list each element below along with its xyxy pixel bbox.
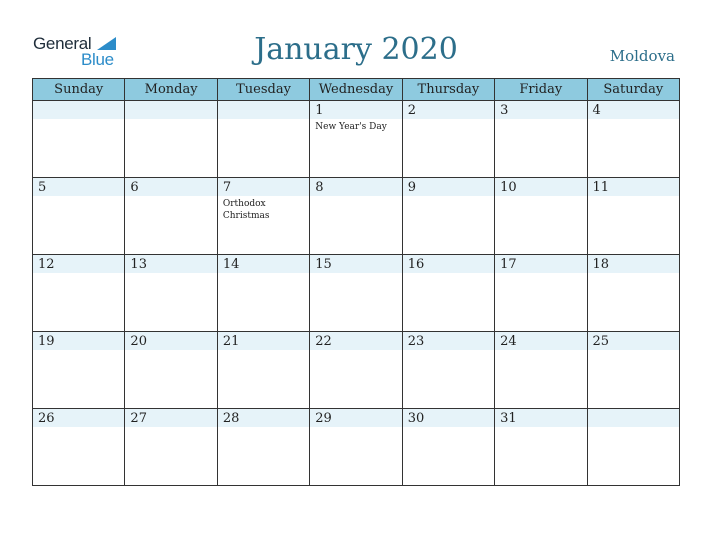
logo-text-blue: Blue <box>81 50 114 69</box>
holiday-label <box>33 102 124 104</box>
holiday-label <box>218 350 309 352</box>
day-number: 12 <box>38 257 55 272</box>
day-cell <box>125 178 217 255</box>
holiday-label <box>33 273 124 275</box>
holiday-label <box>218 427 309 429</box>
day-number: 17 <box>500 257 517 272</box>
day-cell <box>125 332 217 409</box>
day-number: 23 <box>407 334 425 349</box>
day-cell <box>587 409 679 486</box>
day-cell <box>402 178 494 255</box>
day-cell <box>587 332 679 409</box>
holiday-label <box>588 196 679 198</box>
weekday-header-row <box>33 79 680 101</box>
holiday-label <box>588 119 679 121</box>
holiday-label <box>310 427 401 429</box>
logo-text-general: General <box>33 34 92 53</box>
day-number: 20 <box>130 334 147 349</box>
day-cell <box>125 409 217 486</box>
day-cell <box>495 101 587 178</box>
day-number: 3 <box>500 103 509 118</box>
day-number: 7 <box>222 180 232 195</box>
weekday-header: Tuesday <box>217 79 309 101</box>
day-number: 10 <box>500 180 517 195</box>
day-number: 16 <box>407 257 425 272</box>
holiday-label <box>125 273 216 275</box>
holiday-label <box>495 427 586 429</box>
day-cell <box>33 101 125 178</box>
holiday-label <box>495 196 586 198</box>
day-cell <box>310 101 402 178</box>
calendar-week-row <box>33 255 680 332</box>
calendar-title: January 2020 <box>254 32 458 67</box>
day-number: 2 <box>407 103 416 118</box>
holiday-label: New Year's Day <box>315 122 387 132</box>
day-number: 9 <box>407 180 416 195</box>
holiday-label <box>125 427 216 429</box>
day-cell <box>402 255 494 332</box>
calendar-grid <box>32 78 680 486</box>
holiday-label <box>125 350 216 352</box>
day-cell <box>402 101 494 178</box>
day-number: 29 <box>315 411 332 426</box>
day-number: 14 <box>222 257 240 272</box>
day-cell <box>587 178 679 255</box>
country-label: Moldova <box>609 47 675 65</box>
holiday-label <box>310 350 401 352</box>
weekday-header: Sunday <box>33 79 125 101</box>
calendar-week-row <box>33 178 680 255</box>
holiday-label <box>33 427 124 429</box>
day-number: 13 <box>130 257 147 272</box>
day-number: 19 <box>38 334 55 349</box>
day-number: 5 <box>38 180 47 195</box>
day-number: 1 <box>315 103 324 118</box>
day-number: 4 <box>592 103 601 118</box>
day-cell <box>33 332 125 409</box>
holiday-label <box>588 273 679 275</box>
holiday-label <box>125 196 216 198</box>
day-cell <box>402 409 494 486</box>
holiday-label <box>495 350 586 352</box>
day-cell <box>587 101 679 178</box>
holiday-label <box>495 273 586 275</box>
day-number: 8 <box>315 180 324 195</box>
day-cell <box>495 178 587 255</box>
holiday-label <box>33 350 124 352</box>
day-cell <box>217 178 309 255</box>
day-number: 22 <box>315 334 332 349</box>
day-cell <box>217 409 309 486</box>
day-cell <box>587 255 679 332</box>
holiday-label <box>403 119 494 121</box>
holiday-label <box>403 350 494 352</box>
calendar-week-row <box>33 332 680 409</box>
holiday-label <box>310 273 401 275</box>
holiday-label <box>310 196 401 198</box>
day-cell <box>217 332 309 409</box>
calendar-week-row <box>33 101 680 178</box>
day-number: 30 <box>407 411 425 426</box>
holiday-label <box>33 196 124 198</box>
holiday-label <box>218 102 309 104</box>
day-cell <box>310 409 402 486</box>
day-cell <box>310 332 402 409</box>
day-cell <box>217 101 309 178</box>
holiday-label <box>495 119 586 121</box>
weekday-header: Friday <box>495 79 587 101</box>
day-cell <box>125 255 217 332</box>
holiday-label <box>403 427 494 429</box>
day-cell <box>33 409 125 486</box>
holiday-label <box>218 273 309 275</box>
day-cell <box>402 332 494 409</box>
day-number: 11 <box>592 180 610 195</box>
day-cell <box>33 178 125 255</box>
day-cell <box>33 255 125 332</box>
holiday-label <box>125 102 216 104</box>
day-cell <box>125 101 217 178</box>
day-number: 18 <box>592 257 610 272</box>
day-number: 6 <box>130 180 139 195</box>
day-number: 28 <box>222 411 240 426</box>
day-number: 25 <box>592 334 610 349</box>
calendar-week-row <box>33 409 680 486</box>
day-cell <box>310 178 402 255</box>
holiday-label <box>403 196 494 198</box>
holiday-label <box>403 273 494 275</box>
holiday-label: Orthodox Christmas <box>222 199 270 221</box>
weekday-header: Wednesday <box>310 79 402 101</box>
day-cell <box>217 255 309 332</box>
day-number: 26 <box>38 411 55 426</box>
day-number: 31 <box>500 411 517 426</box>
weekday-header: Thursday <box>402 79 494 101</box>
holiday-label <box>588 410 679 412</box>
day-cell <box>495 409 587 486</box>
day-number: 15 <box>315 257 332 272</box>
weekday-header: Saturday <box>587 79 679 101</box>
day-cell <box>495 332 587 409</box>
weekday-header: Monday <box>125 79 217 101</box>
day-cell <box>310 255 402 332</box>
day-cell <box>495 255 587 332</box>
holiday-label <box>588 350 679 352</box>
day-number: 21 <box>222 334 240 349</box>
day-number: 24 <box>500 334 517 349</box>
day-number: 27 <box>130 411 147 426</box>
